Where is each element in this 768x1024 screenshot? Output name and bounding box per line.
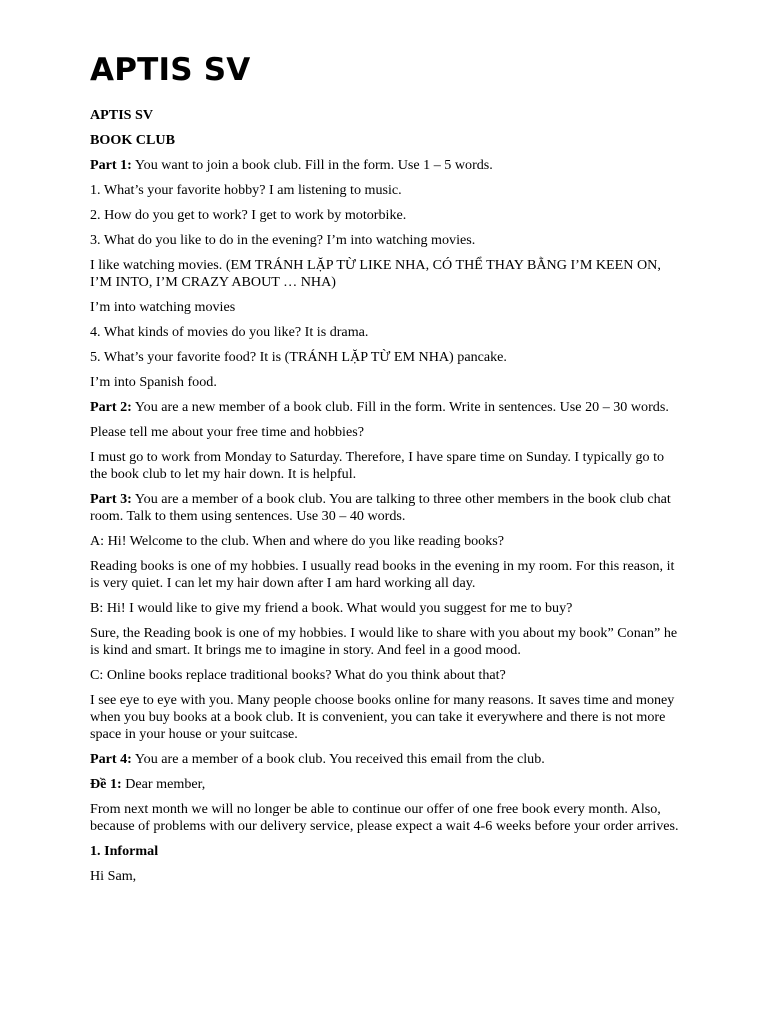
document-body — [90, 107, 682, 893]
part1-q3: 3. What do you like to do in the evening? I’m into watching movies. — [90, 232, 476, 248]
part2-answer: I must go to work from Monday to Saturday. Therefore, I have spare time on Sunday. I typically go to the book club to let my hair down. It is helpful. — [90, 449, 665, 482]
part3-answer-a: Reading books is one of my hobbies. I usually read books in the evening in my room. For this reason, it is very quiet. I can let my hair down after I am hard working all day. — [90, 558, 675, 591]
part4-greeting: Hi Sam, — [90, 868, 137, 884]
part1-instruction: Part 1: You want to join a book club. Fill in the form. Use 1 – 5 words. — [90, 157, 493, 173]
part3-question-a: A: Hi! Welcome to the club. When and where do you like reading books? — [90, 533, 504, 549]
part1-line1: I’m into watching movies — [90, 299, 236, 315]
part4-de1: Đề 1: Dear member, — [90, 776, 206, 792]
part3-answer-c: I see eye to eye with you. Many people choose books online for many reasons. It saves time and money when you buy books at a book club. It is convenient, you can take it everywhere and there is not more space in your house or your suitcase. — [90, 692, 675, 742]
part3-answer-b: Sure, the Reading book is one of my hobbies. I would like to share with you about my book” Conan” he is kind and smart. It brings me to imagine in story. And feel in a good mood. — [90, 625, 678, 658]
part1-line2: I’m into Spanish food. — [90, 374, 217, 390]
part1-q4: 4. What kinds of movies do you like? It is drama. — [90, 324, 369, 340]
part4-informal-heading: 1. Informal — [90, 843, 159, 859]
subtitle: APTIS SV — [90, 107, 154, 123]
part4-email: From next month we will no longer be able to continue our offer of one free book every month. Also, because of problems with our delivery service, please expect a wait 4-6 weeks before your order arrives. — [90, 801, 679, 834]
document-title: APTIS SV — [90, 52, 251, 88]
part2-instruction: Part 2: You are a new member of a book club. Fill in the form. Write in sentences. Use 20 – 30 words. — [90, 399, 669, 415]
part1-q1: 1. What’s your favorite hobby? I am listening to music. — [90, 182, 402, 198]
section-title: BOOK CLUB — [90, 132, 175, 148]
part4-instruction: Part 4: You are a member of a book club. You received this email from the club. — [90, 751, 545, 767]
part1-q5: 5. What’s your favorite food? It is (TRÁNH LẶP TỪ EM NHA) pancake. — [90, 349, 507, 365]
part2-question: Please tell me about your free time and hobbies? — [90, 424, 364, 440]
part3-question-b: B: Hi! I would like to give my friend a book. What would you suggest for me to buy? — [90, 600, 573, 616]
part1-note: I like watching movies. (EM TRÁNH LẶP TỪ LIKE NHA, CÓ THỂ THAY BẰNG I’M KEEN ON, I’M INTO, I’M CRAZY ABOUT … NHA) — [90, 257, 661, 290]
part3-instruction: Part 3: You are a member of a book club. You are talking to three other members in the book club chat room. Talk to them using sentences. Use 30 – 40 words. — [90, 491, 671, 524]
part1-q2: 2. How do you get to work? I get to work by motorbike. — [90, 207, 407, 223]
part3-question-c: C: Online books replace traditional books? What do you think about that? — [90, 667, 506, 683]
